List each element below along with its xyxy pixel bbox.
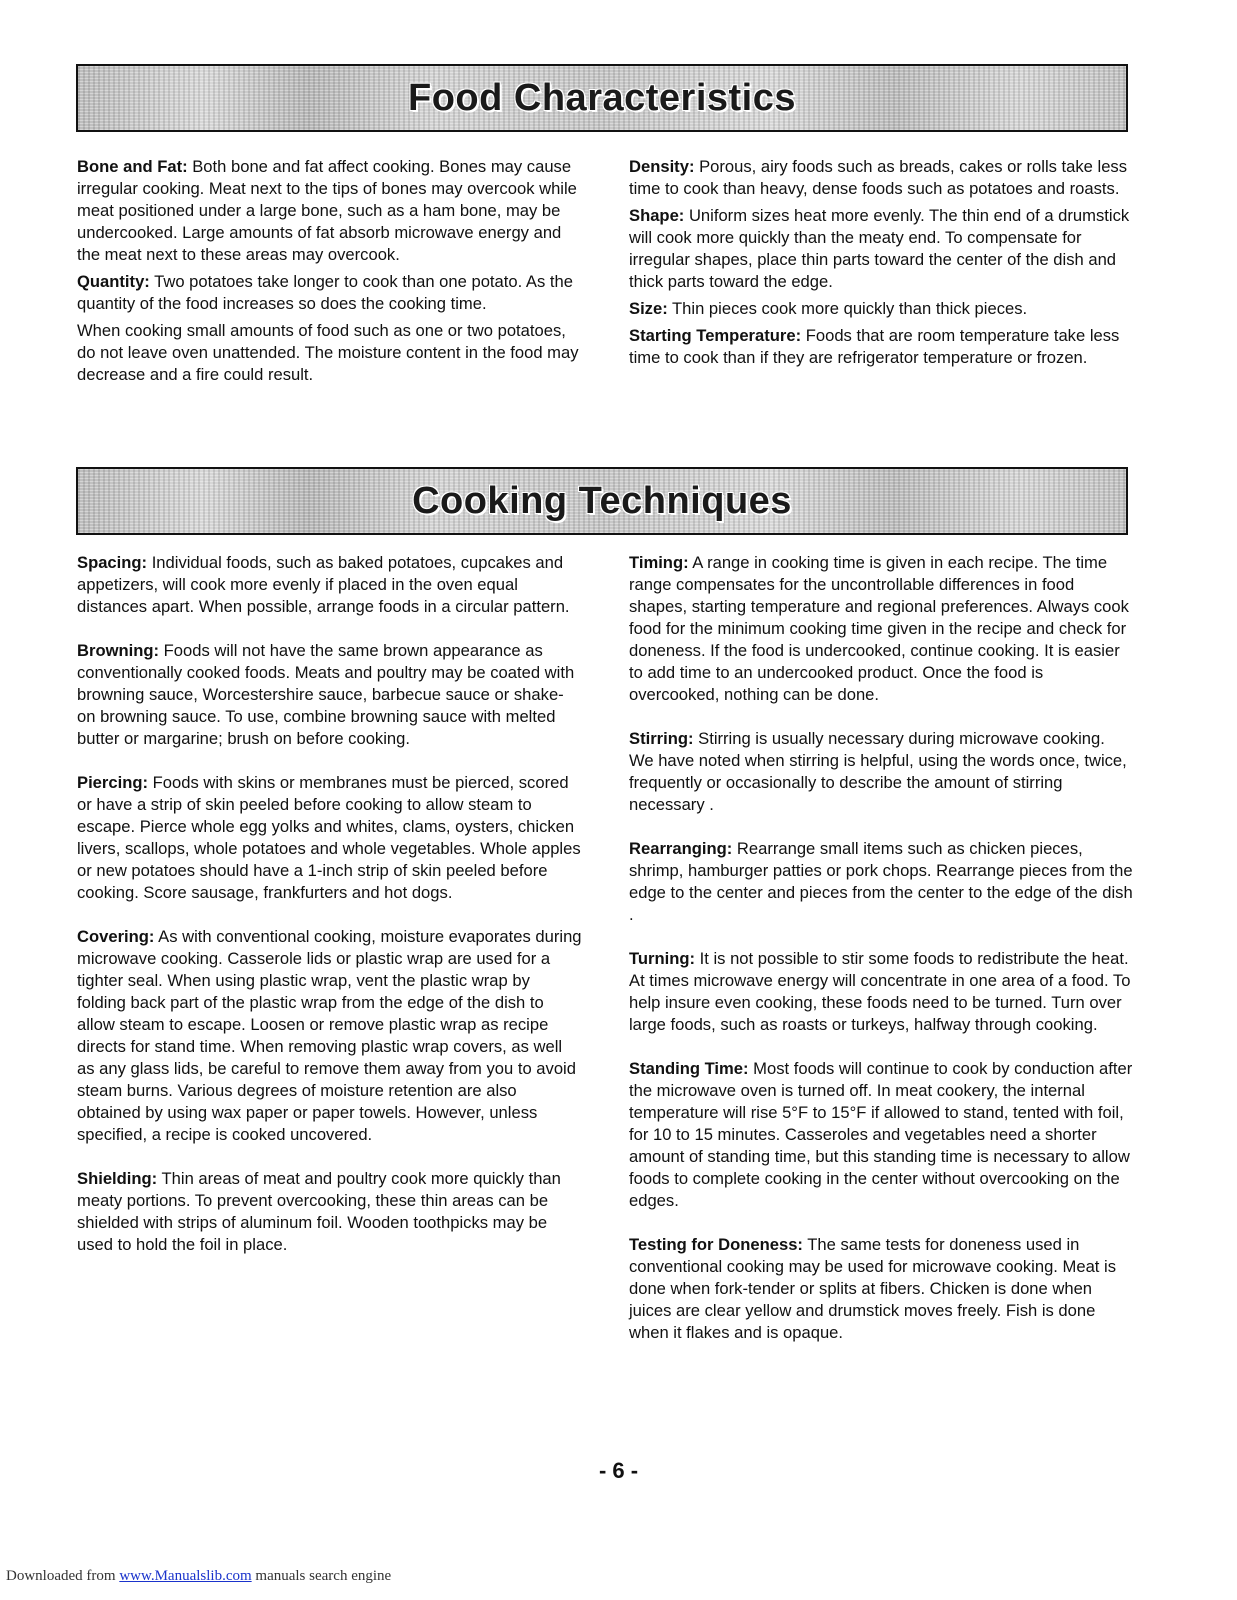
food-characteristics-banner [76, 64, 1128, 132]
paragraph-label: Turning: [629, 949, 696, 968]
paragraph [629, 948, 1134, 1036]
paragraph-text: Foods with skins or membranes must be pierced, scored or have a strip of skin peeled before cooking to allow steam to escape. Pierce whole egg yolks and whites, clams, oysters, chicken livers, scallops, whole potatoes and whole vegetables. Whole apples or new potatoes should have a 1-inch strip of skin peeled before cooking. Score sausage, frankfurters and hot dogs. [77, 773, 581, 902]
paragraph-text: It is not possible to stir some foods to redistribute the heat. At times microwave energy will concentrate in one area of a food. To help insure even cooking, these foods need to be turned. Turn over large foods, such as roasts or turkeys, halfway through cooking. [629, 949, 1131, 1034]
paragraph-label: Standing Time: [629, 1059, 749, 1078]
section-title: Food Characteristics [408, 76, 796, 119]
paragraph-label: Piercing: [77, 773, 149, 792]
paragraph-label: Density: [629, 157, 695, 176]
paragraph-text: Porous, airy foods such as breads, cakes or rolls take less time to cook than heavy, dense foods such as potatoes and roasts. [629, 157, 1128, 198]
section-title: Cooking Techniques [412, 479, 792, 522]
paragraph [77, 640, 582, 750]
paragraph [629, 205, 1134, 293]
paragraph-text: Stirring is usually necessary during microwave cooking. We have noted when stirring is helpful, using the words once, twice, frequently or occasionally to describe the amount of stirring necessary . [629, 729, 1127, 814]
techniques-right-column [629, 552, 1134, 1366]
paragraph [629, 325, 1134, 369]
paragraph-label: Rearranging: [629, 839, 733, 858]
paragraph-label: Starting Temperature: [629, 326, 802, 345]
paragraph [629, 552, 1134, 706]
manualslib-link[interactable]: www.Manualslib.com [119, 1568, 252, 1584]
paragraph-text: Thin areas of meat and poultry cook more quickly than meaty portions. To prevent overcooking, these thin areas can be shielded with strips of aluminum foil. Wooden toothpicks may be used to hold the foil in place. [77, 1169, 561, 1254]
paragraph [77, 926, 582, 1146]
paragraph-text: Two potatoes take longer to cook than one potato. As the quantity of the food increases so does the cooking time. [77, 272, 573, 313]
paragraph-label: Quantity: [77, 272, 150, 291]
paragraph [77, 271, 582, 315]
paragraph [77, 1168, 582, 1256]
food-right-column [629, 156, 1134, 374]
paragraph-label: Covering: [77, 927, 155, 946]
paragraph-text: Individual foods, such as baked potatoes, cupcakes and appetizers, will cook more evenly if placed in the oven equal distances apart. When possible, arrange foods in a circular pattern. [77, 553, 570, 616]
food-left-column [77, 156, 582, 391]
paragraph-label: Browning: [77, 641, 160, 660]
paragraph-text: Most foods will continue to cook by conduction after the microwave oven is turned off. In meat cookery, the internal temperature will rise 5°F to 15°F if allowed to stand, tented with foil, for 10 to 15 minutes. Casseroles and vegetables need a shorter amount of standing time, but this standing time is necessary to allow foods to complete cooking in the center without overcooking on the edges. [629, 1059, 1133, 1210]
paragraph [629, 728, 1134, 816]
footer-suffix: manuals search engine [251, 1568, 392, 1584]
paragraph-label: Testing for Doneness: [629, 1235, 803, 1254]
paragraph-label: Shape: [629, 206, 685, 225]
paragraph [77, 320, 582, 386]
page-number: - 6 - [598, 1458, 639, 1483]
paragraph-label: Timing: [629, 553, 689, 572]
paragraph-text: Foods will not have the same brown appearance as conventionally cooked foods. Meats and poultry may be coated with browning sauce, Worcestershire sauce, barbecue sauce or shake-on browning sauce. To use, combine browning sauce with melted butter or margarine; brush on before cooking. [77, 641, 575, 748]
footer-prefix: Downloaded from [6, 1568, 120, 1584]
paragraph-text: Foods that are room temperature take less time to cook than if they are refrigerator temperature or frozen. [629, 326, 1120, 367]
paragraph [629, 1234, 1134, 1344]
paragraph-text: Rearrange small items such as chicken pieces, shrimp, hamburger patties or pork chops. Rearrange pieces from the edge to the center and pieces from the center to the edge of the dish . [629, 839, 1133, 924]
paragraph [77, 156, 582, 266]
paragraph [77, 552, 582, 618]
paragraph-text: When cooking small amounts of food such as one or two potatoes, do not leave oven unattended. The moisture content in the food may decrease and a fire could result. [77, 321, 579, 384]
paragraph-label: Bone and Fat: [77, 157, 188, 176]
techniques-left-column [77, 552, 582, 1278]
paragraph-label: Size: [629, 299, 668, 318]
download-footer [6, 1568, 391, 1585]
paragraph-text: As with conventional cooking, moisture evaporates during microwave cooking. Casserole lids or plastic wrap are used for a tighter seal. When using plastic wrap, vent the plastic wrap by folding back part of the plastic wrap from the edge of the dish to allow steam to escape. Loosen or remove plastic wrap as recipe directs for stand time. When removing plastic wrap covers, as well as any glass lids, be careful to remove them away from you to avoid steam burns. Various degrees of moisture retention are also obtained by using wax paper or paper towels. However, unless specified, a recipe is cooked uncovered. [77, 927, 582, 1144]
paragraph-text: Both bone and fat affect cooking. Bones may cause irregular cooking. Meat next to the tips of bones may overcook while meat positioned under a large bone, such as a ham bone, may be undercooked. Large amounts of fat absorb microwave energy and the meat next to these areas may overcook. [77, 157, 577, 264]
paragraph-text: The same tests for doneness used in conventional cooking may be used for microwave cooking. Meat is done when fork-tender or splits at fibers. Chicken is done when juices are clear yellow and drumstick moves freely. Fish is done when it flakes and is opaque. [629, 1235, 1116, 1342]
cooking-techniques-banner [76, 467, 1128, 535]
paragraph-text: Uniform sizes heat more evenly. The thin end of a drumstick will cook more quickly than the meaty end. To compensate for irregular shapes, place thin parts toward the center of the dish and thick parts toward the edge. [629, 206, 1130, 291]
paragraph [629, 838, 1134, 926]
paragraph-label: Shielding: [77, 1169, 158, 1188]
paragraph-text: A range in cooking time is given in each recipe. The time range compensates for the uncontrollable differences in food shapes, starting temperature and regional preferences. Always cook food for the minimum cooking time given in the recipe and check for doneness. If the food is undercooked, continue cooking. It is easier to add time to an undercooked product. Once the food is overcooked, nothing can be done. [629, 553, 1129, 704]
paragraph [629, 298, 1134, 320]
paragraph [629, 156, 1134, 200]
paragraph-text: Thin pieces cook more quickly than thick pieces. [667, 299, 1028, 318]
paragraph [629, 1058, 1134, 1212]
paragraph-label: Spacing: [77, 553, 148, 572]
paragraph-label: Stirring: [629, 729, 694, 748]
paragraph [77, 772, 582, 904]
